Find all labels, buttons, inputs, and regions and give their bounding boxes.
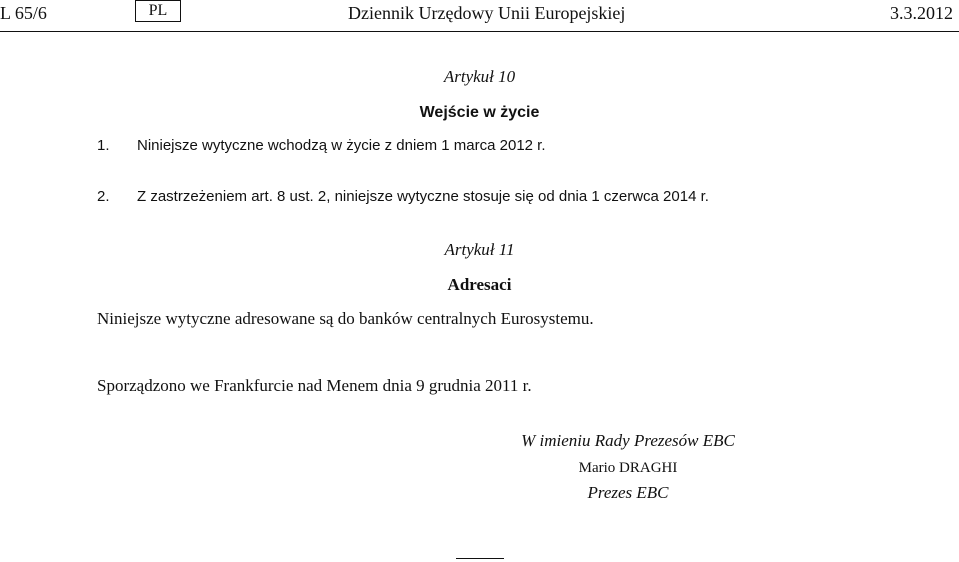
publication-date: 3.3.2012 — [890, 3, 953, 23]
end-rule — [456, 558, 504, 559]
signatory-role: Prezes EBC — [587, 483, 669, 502]
article-10-title: Wejście w życie — [419, 104, 540, 121]
article-10-paragraph-1 — [97, 136, 546, 156]
article-11-title: Adresaci — [447, 275, 512, 294]
signatory-name: Mario DRAGHI — [578, 460, 678, 476]
language-badge: PL — [135, 0, 181, 22]
on-behalf-of: W imieniu Rady Prezesów EBC — [521, 431, 735, 450]
paragraph-number: 2. — [97, 188, 110, 205]
article-10-number: Artykuł 10 — [443, 67, 516, 86]
paragraph-text: Z zastrzeżeniem art. 8 ust. 2, niniejsze wytyczne stosuje się od dnia 1 czerwca 2014 r. — [137, 188, 709, 205]
journal-reference: L 65/6 — [0, 3, 47, 23]
paragraph-text: Niniejsze wytyczne wchodzą w życie z dniem 1 marca 2012 r. — [137, 137, 546, 154]
done-at-statement: Sporządzono we Frankfurcie nad Menem dnia 9 grudnia 2011 r. — [97, 376, 532, 395]
article-11-text: Niniejsze wytyczne adresowane są do banków centralnych Eurosystemu. — [97, 309, 594, 328]
paragraph-number: 1. — [97, 137, 110, 154]
header-divider — [0, 31, 959, 32]
journal-title: Dziennik Urzędowy Unii Europejskiej — [348, 3, 626, 23]
article-10-paragraph-2 — [97, 187, 709, 207]
article-11-number: Artykuł 11 — [444, 240, 515, 259]
